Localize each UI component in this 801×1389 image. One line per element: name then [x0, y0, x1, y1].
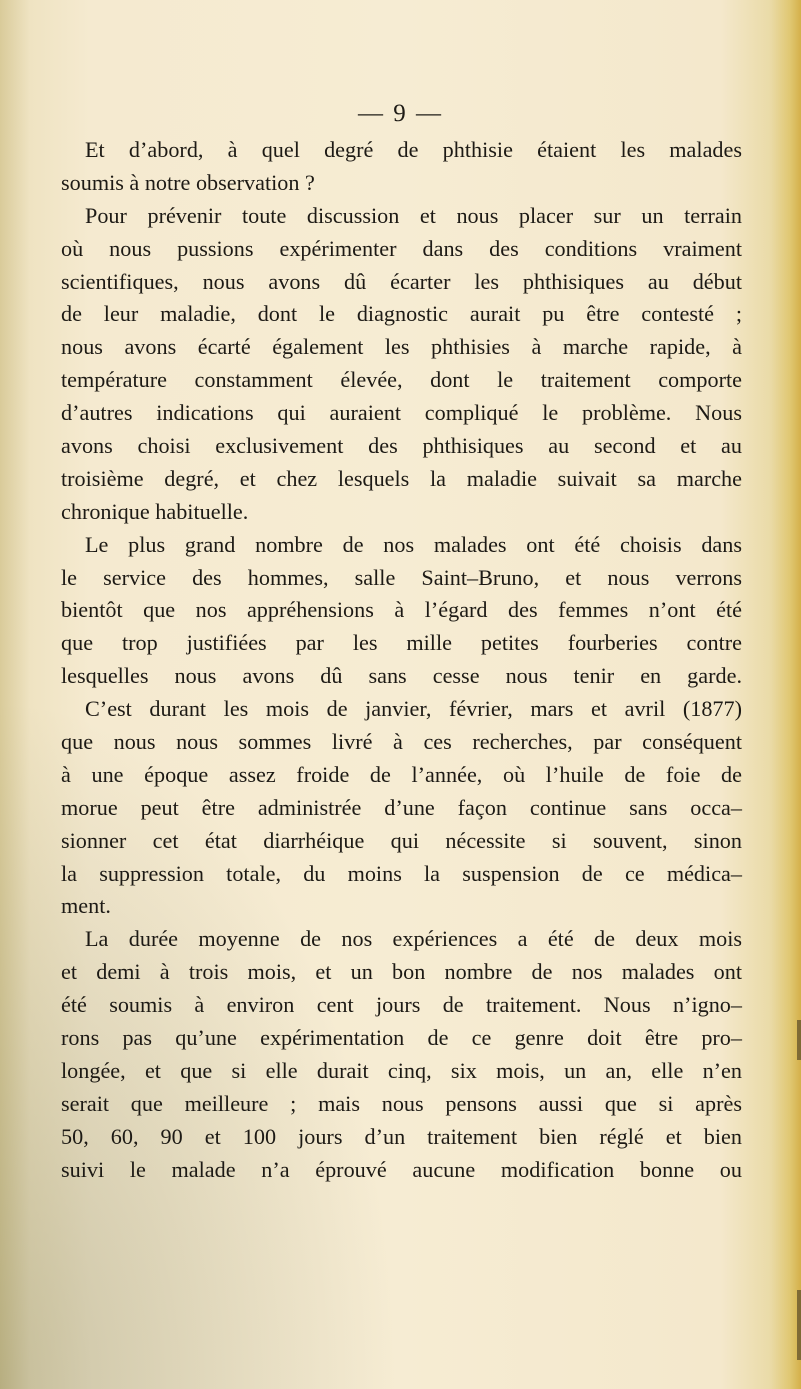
text-line: bientôt que nos appréhensions à l’égard des femmes n’ont été: [61, 597, 742, 623]
body-text: [61, 134, 742, 1187]
text-line: de leur maladie, dont le diagnostic aurait pu être contesté ;: [61, 301, 742, 327]
text-line: Pour prévenir toute discussion et nous placer sur un terrain: [85, 202, 742, 228]
text-line: suivi le malade n’a éprouvé aucune modification bonne ou: [61, 1156, 742, 1182]
text-line: scientifiques, nous avons dû écarter les phthisiques au début: [61, 268, 742, 294]
text-line: serait que meilleure ; mais nous pensons aussi que si après: [61, 1090, 742, 1116]
text-line: chronique habituelle.: [61, 498, 249, 524]
text-line: et demi à trois mois, et un bon nombre de nos malades ont: [61, 959, 742, 985]
text-line: sionner cet état diarrhéique qui nécessite si souvent, sinon: [61, 827, 742, 853]
text-line: où nous pussions expérimenter dans des conditions vraiment: [61, 235, 742, 261]
text-line: que trop justifiées par les mille petites fourberies contre: [61, 630, 742, 656]
text-line: rons pas qu’une expérimentation de ce genre doit être pro–: [61, 1025, 742, 1051]
text-line: Et d’abord, à quel degré de phthisie étaient les malades: [85, 137, 742, 162]
text-line: la suppression totale, du moins la suspension de ce médica–: [61, 860, 742, 886]
text-line: longée, et que si elle durait cinq, six mois, un an, elle n’en: [61, 1057, 742, 1083]
text-line: ment.: [61, 893, 111, 919]
text-line: température constamment élevée, dont le traitement comporte: [61, 367, 742, 393]
text-line: 50, 60, 90 et 100 jours d’un traitement bien réglé et bien: [61, 1123, 742, 1149]
text-line: soumis à notre observation ?: [61, 169, 315, 195]
text-line: C’est durant les mois de janvier, février, mars et avril (1877): [85, 696, 742, 722]
text-line: que nous nous sommes livré à ces recherches, par conséquent: [61, 729, 742, 755]
text-line: Le plus grand nombre de nos malades ont été choisis dans: [85, 531, 742, 557]
text-line: été soumis à environ cent jours de traitement. Nous n’igno–: [61, 992, 742, 1018]
page-edge-mark: [797, 1290, 801, 1360]
text-line: nous avons écarté également les phthisies à marche rapide, à: [61, 334, 742, 360]
text-line: le service des hommes, salle Saint–Bruno, et nous verrons: [61, 564, 742, 590]
text-line: La durée moyenne de nos expériences a été de deux mois: [85, 926, 742, 952]
page-number: — 9 —: [358, 100, 443, 127]
text-line: avons choisi exclusivement des phthisiques au second et au: [61, 433, 742, 459]
text-line: morue peut être administrée d’une façon continue sans occa–: [61, 794, 742, 820]
page-edge-mark: [797, 1020, 801, 1060]
text-line: troisième degré, et chez lesquels la maladie suivait sa marche: [61, 465, 742, 491]
text-line: lesquelles nous avons dû sans cesse nous tenir en garde.: [61, 663, 742, 689]
text-line: d’autres indications qui auraient compliqué le problème. Nous: [61, 400, 742, 426]
text-line: à une époque assez froide de l’année, où l’huile de foie de: [61, 761, 742, 787]
